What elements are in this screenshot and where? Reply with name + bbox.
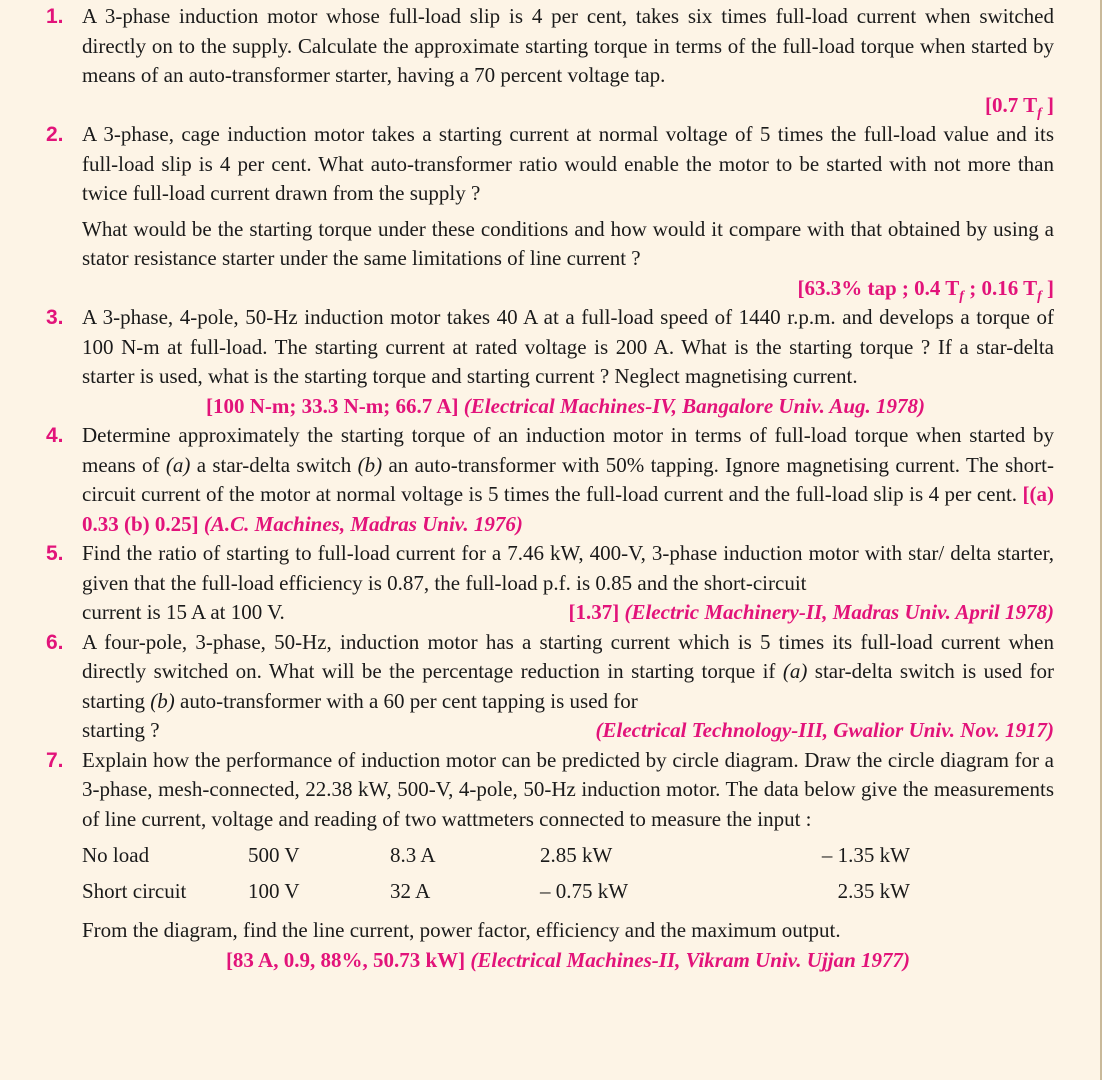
text-part: Determine approximately the starting torque of an induction motor in terms of full-load torque when started by means of xyxy=(82,423,1054,477)
problem-7 xyxy=(46,746,1054,976)
problem-2 xyxy=(46,120,1054,303)
answer-part: [0.7 T xyxy=(984,92,1038,117)
option-label: (b) xyxy=(357,452,383,477)
problem-text: A 3-phase, 4-pole, 50-Hz induction motor takes 40 A at a full-load speed of 1440 r.p.m. and develops a torque of 100 N-m at full-load. The starting current at rated voltage is 200 A. What is the starting torque ? If a star-delta starter is used, what is the starting torque and starting current ? Neglect magnetising current. xyxy=(82,305,1054,388)
table-cell: Short circuit xyxy=(82,879,187,904)
option-label: (b) xyxy=(150,688,175,713)
problem-text xyxy=(82,421,1054,539)
option-label: (a) xyxy=(782,659,808,683)
problem-5 xyxy=(46,539,1054,628)
answer xyxy=(82,274,1054,304)
problem-number: 2. xyxy=(46,123,64,146)
table-cell: 2.35 kW xyxy=(837,879,910,904)
answer-subscript: f xyxy=(1037,288,1042,304)
answer-part: ] xyxy=(1041,92,1054,117)
table-cell: 100 V xyxy=(248,879,300,904)
problem-text: A 3-phase induction motor whose full-load slip is 4 per cent, takes six times full-load current when switched directly on to the supply. Calculate the approximate starting torque in terms of the full-load torque when started by means of an auto-transformer starter, having a 70 percent voltage tap. xyxy=(82,4,1054,87)
table-cell: No load xyxy=(82,843,150,868)
table-row xyxy=(82,874,910,910)
table-cell: 8.3 A xyxy=(390,843,436,868)
table-cell: – 0.75 kW xyxy=(540,879,629,904)
problem-6 xyxy=(46,628,1054,746)
text-part: auto-transformer with a 60 per cent tapping is used for xyxy=(174,688,638,713)
problem-text-continued: From the diagram, find the line current, power factor, efficiency and the maximum output. xyxy=(82,918,841,942)
problem-number: 3. xyxy=(46,306,64,329)
measurement-table xyxy=(82,838,910,910)
problem-text-last-line: starting ? xyxy=(82,718,160,742)
problem-text-last-line: current is 15 A at 100 V. xyxy=(82,600,285,624)
source-citation: (Electrical Technology-III, Gwalior Univ. Nov. 1917) xyxy=(595,718,1054,742)
table-cell: 2.85 kW xyxy=(540,843,613,868)
answer-subscript: f xyxy=(959,288,964,304)
source-citation: (Electric Machinery-II, Madras Univ. April 1978) xyxy=(624,600,1054,624)
text-part: a star-delta switch xyxy=(190,452,358,477)
text-part: star-delta switch is used for starting xyxy=(82,659,1054,713)
problem-text: Explain how the performance of induction motor can be predicted by circle diagram. Draw the circle diagram for a 3-phase, mesh-connected, 22.38 kW, 500-V, 4-pole, 50-Hz induction motor. The data below give the measurements of line current, voltage and reading of two wattmeters connected to measure the input : xyxy=(82,747,1054,831)
problem-number: 4. xyxy=(46,424,64,447)
table-cell: 500 V xyxy=(248,843,300,868)
problem-text: Find the ratio of starting to full-load current for a 7.46 kW, 400-V, 3-phase induction motor with star/ delta starter, given that the full-load efficiency is 0.87, the full-load p.f. is 0.85 and the short-circuit xyxy=(82,541,1054,595)
option-label: (a) xyxy=(165,452,191,477)
source-citation: (A.C. Machines, Madras Univ. 1976) xyxy=(203,511,523,536)
answer: [1.37] xyxy=(568,600,620,624)
problem-3 xyxy=(46,303,1054,421)
answer-line xyxy=(82,598,1054,628)
table-row xyxy=(82,838,910,874)
answer-line xyxy=(82,716,1054,746)
problem-4 xyxy=(46,421,1054,539)
source-citation: (Electrical Machines-IV, Bangalore Univ. Aug. 1978) xyxy=(463,393,926,418)
problem-text: A 3-phase, cage induction motor takes a starting current at normal voltage of 5 times the full-load value and its full-load slip is 4 per cent. What auto-transformer ratio would enable the motor to be started with not more than twice full-load current drawn from the supply ? xyxy=(82,122,1054,205)
answer-part: ] xyxy=(1041,275,1054,300)
text-part: A four-pole, 3-phase, 50-Hz, induction motor has a starting current which is 5 times its full-load current when directly switched on. What will be the percentage reduction in starting torque if xyxy=(82,629,1054,683)
answer: [83 A, 0.9, 88%, 50.73 kW] xyxy=(225,947,466,972)
answer-part: ; 0.16 T xyxy=(963,275,1038,300)
table-cell: 32 A xyxy=(390,879,431,904)
answer: [(a) 0.33 (b) 0.25] xyxy=(82,482,1054,536)
problem-text-continued: What would be the starting torque under these conditions and how would it compare with that obtained by using a stator resistance starter under the same limitations of line current ? xyxy=(82,216,1054,270)
problem-text xyxy=(82,628,1054,717)
problem-number: 1. xyxy=(46,5,64,28)
source-citation: (Electrical Machines-II, Vikram Univ. Ujjan 1977) xyxy=(470,947,911,972)
answer xyxy=(82,91,1054,121)
problem-1 xyxy=(46,2,1054,120)
table-cell: – 1.35 kW xyxy=(821,843,910,868)
answer-part: [63.3% tap ; 0.4 T xyxy=(797,275,960,300)
problem-number: 7. xyxy=(46,748,64,772)
text-part: an auto-transformer with 50% tapping. Ignore magnetising current. The short-circuit current of the motor at normal voltage is 5 times the full-load current and the full-load slip is 4 per cent. xyxy=(82,452,1054,506)
answer-line xyxy=(82,392,1054,422)
answer-subscript: f xyxy=(1037,105,1042,121)
answer-line xyxy=(82,946,1054,976)
answer: [100 N-m; 33.3 N-m; 66.7 A] xyxy=(206,393,459,418)
problem-number: 5. xyxy=(46,542,64,565)
problem-number: 6. xyxy=(46,630,64,654)
